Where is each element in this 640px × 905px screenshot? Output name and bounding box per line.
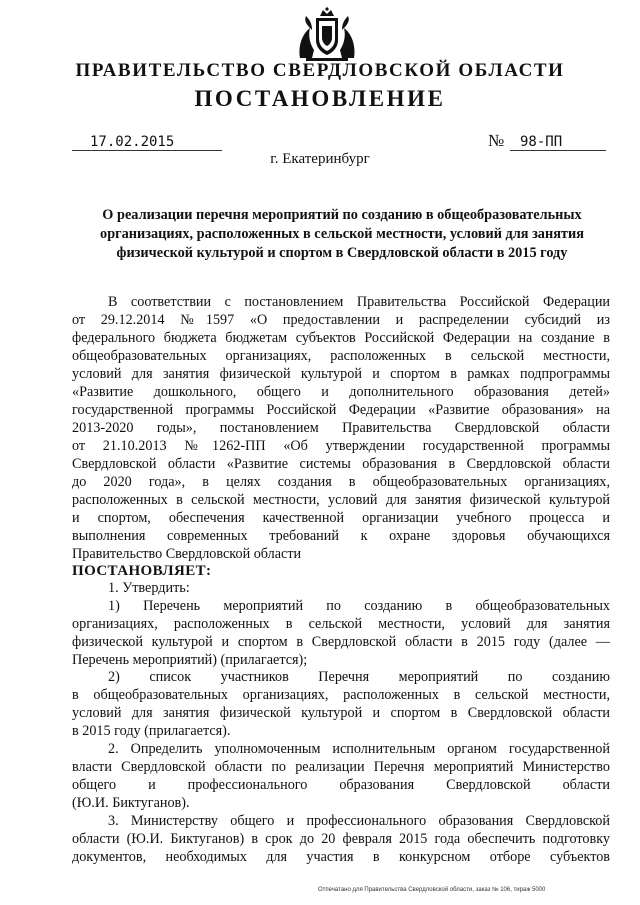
body-line: Правительство Свердловской области	[72, 546, 302, 562]
number-sign: №	[488, 131, 505, 150]
body-line: области (Ю.И. Биктуганов) в срок до 20 февраля 2015 года обеспечить подготовку	[72, 831, 610, 847]
body-line: расположенных в сельской местности, условий для занятия физической культурой	[72, 492, 610, 508]
document-type-title: ПОСТАНОВЛЕНИЕ	[194, 86, 446, 111]
sverdlovsk-coat-of-arms-icon	[296, 6, 358, 64]
body-line: В соответствии с постановлением Правительства Российской Федерации	[108, 294, 610, 310]
print-footer-note: Отпечатано для Правительства Свердловской области, заказ № 106, тираж 5000	[318, 887, 546, 893]
body-line: общего и профессионального образования Свердловской области	[72, 777, 610, 793]
government-title: ПРАВИТЕЛЬСТВО СВЕРДЛОВСКОЙ ОБЛАСТИ	[75, 60, 565, 81]
body-line: физической культурой и спортом в Свердловской области в 2015 году (далее —	[72, 634, 610, 650]
subject-line: О реализации перечня мероприятий по созданию в общеобразовательных	[102, 207, 582, 223]
body-line: государственной программы Российской Федерации «Развитие образования» на	[72, 402, 610, 418]
body-line: документов, необходимых для участия в конкурсном отборе субъектов	[72, 849, 610, 865]
body-line: 2) список участников Перечня мероприятий по созданию	[108, 669, 610, 685]
body-line: условий для занятия физической культурой и спортом в Свердловской области	[72, 705, 610, 721]
decree-date: 17.02.2015	[72, 134, 222, 151]
body-line: условий для занятия физической культурой и спортом в рамках подпрограммы	[72, 366, 610, 382]
body-line: в 2015 году (прилагается).	[72, 723, 231, 739]
body-line: до 2020 года», в целях создания в общеобразовательных организациях,	[72, 474, 610, 490]
subject-line: организациях, расположенных в сельской местности, условий для занятия	[100, 226, 584, 242]
body-line: (Ю.И. Биктуганов).	[72, 795, 190, 811]
body-line: и спортом, обеспечения качественной организации учебного процесса и	[72, 510, 610, 526]
body-line: от 21.10.2013 №1262-ПП «Об утверждении государственной программы	[72, 438, 610, 454]
body-line: организациях, расположенных в сельской местности, условий для занятия	[72, 616, 610, 632]
body-line: Свердловской области «Развитие системы образования в Свердловской области	[72, 456, 610, 472]
body-line: в общеобразовательных организациях, расположенных в сельской местности,	[72, 687, 610, 703]
body-line: общеобразовательных организациях, расположенных в сельской местности,	[72, 348, 610, 364]
body-line: от 29.12.2014 №1597 «О предоставлении и распределении субсидий из	[72, 312, 610, 328]
subject-line: физической культурой и спортом в Свердловской области в 2015 году	[116, 245, 568, 261]
body-line: 1. Утвердить:	[108, 580, 190, 596]
resolves-heading: ПОСТАНОВЛЯЕТ:	[72, 563, 212, 579]
body-line: 2. Определить уполномоченным исполнительным органом государственной	[108, 741, 610, 757]
body-line: федерального бюджета бюджетам субъектов Российской Федерации на создание в	[72, 330, 610, 346]
body-line: власти Свердловской области по реализации Перечня мероприятий Министерство	[72, 759, 610, 775]
decree-number: 98-ПП	[510, 134, 606, 151]
decree-subject	[72, 206, 612, 263]
body-line: 3. Министерству общего и профессионального образования Свердловской	[108, 813, 610, 829]
body-line: «Развитие дошкольного, общего и дополнительного образования детей»	[72, 384, 610, 400]
body-line: выполнения современных требований к охране здоровья обучающихся	[72, 528, 610, 544]
body-line: 1) Перечень мероприятий по созданию в общеобразовательных	[108, 598, 610, 614]
body-line: 2013-2020 годы», постановлением Правительства Свердловской области	[72, 420, 610, 436]
body-line: Перечень мероприятий) (прилагается);	[72, 652, 308, 668]
city: г. Екатеринбург	[270, 151, 370, 167]
